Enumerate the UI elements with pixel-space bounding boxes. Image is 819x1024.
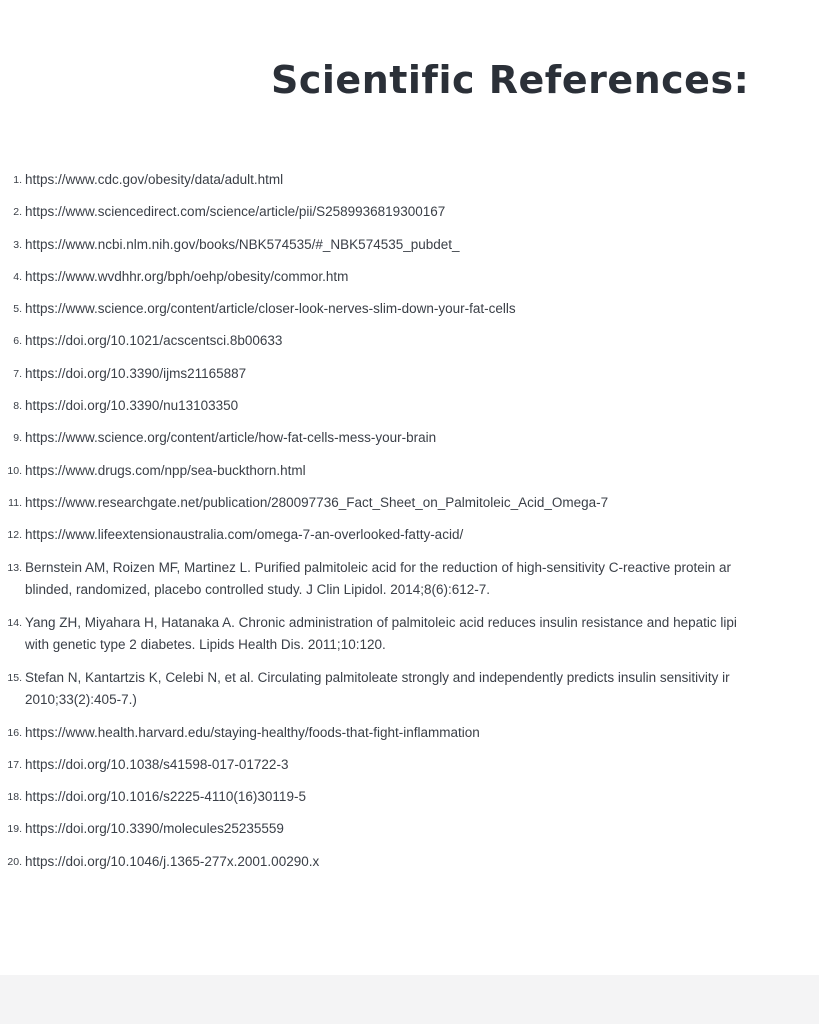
reference-item <box>0 330 819 352</box>
reference-text-line[interactable]: https://www.sciencedirect.com/science/article/pii/S2589936819300167 <box>25 204 446 220</box>
reference-text-line[interactable]: https://www.wvdhhr.org/bph/oehp/obesity/commor.htm <box>25 268 349 284</box>
reference-text-line[interactable]: https://www.researchgate.net/publication/280097736_Fact_Sheet_on_Palmitoleic_Acid_Omega-7 <box>25 494 609 510</box>
reference-text-line: blinded, randomized, placebo controlled study. J Clin Lipidol. 2014;8(6):612-7. <box>25 581 491 597</box>
reference-text <box>25 330 819 352</box>
reference-item <box>0 201 819 223</box>
reference-number: 3. <box>13 238 22 251</box>
reference-text <box>25 722 819 744</box>
reference-item <box>0 266 819 288</box>
reference-item <box>0 363 819 385</box>
reference-number: 4. <box>13 270 22 283</box>
reference-text <box>25 460 819 482</box>
reference-text-line: Yang ZH, Miyahara H, Hatanaka A. Chronic administration of palmitoleic acid reduces insulin resistance and hepatic lipi <box>25 614 737 630</box>
reference-number: 6. <box>13 335 22 348</box>
reference-item <box>0 460 819 482</box>
reference-number: 19. <box>7 823 22 836</box>
reference-item <box>0 754 819 776</box>
reference-text <box>25 557 819 601</box>
reference-number: 8. <box>13 400 22 413</box>
reference-number: 10. <box>7 464 22 477</box>
reference-item <box>0 524 819 546</box>
reference-text-line[interactable]: https://www.health.harvard.edu/staying-healthy/foods-that-fight-inflammation <box>25 724 480 740</box>
reference-text-line[interactable]: https://www.lifeextensionaustralia.com/omega-7-an-overlooked-fatty-acid/ <box>25 527 464 543</box>
reference-number: 16. <box>7 726 22 739</box>
reference-item <box>0 427 819 449</box>
reference-number: 13. <box>7 561 22 574</box>
reference-text-line: with genetic type 2 diabetes. Lipids Health Dis. 2011;10:120. <box>25 636 386 652</box>
reference-number: 7. <box>13 367 22 380</box>
reference-number: 1. <box>13 174 22 186</box>
reference-text-line: Bernstein AM, Roizen MF, Martinez L. Purified palmitoleic acid for the reduction of high-sensitivity C-reactive protein ar <box>25 559 732 575</box>
reference-text-line[interactable]: https://doi.org/10.1046/j.1365-277x.2001.00290.x <box>25 853 320 869</box>
references-list <box>0 169 819 883</box>
reference-number: 15. <box>7 671 22 684</box>
reference-text-line[interactable]: https://www.drugs.com/npp/sea-buckthorn.html <box>25 462 306 478</box>
reference-item <box>0 234 819 256</box>
reference-text <box>25 612 819 656</box>
reference-number: 11. <box>8 496 22 509</box>
reference-number: 17. <box>7 758 22 771</box>
reference-number: 9. <box>13 432 22 445</box>
reference-item <box>0 818 819 840</box>
reference-number: 12. <box>7 529 22 542</box>
reference-text <box>25 363 819 385</box>
reference-item <box>0 298 819 320</box>
reference-text-line: 2010;33(2):405-7.) <box>25 691 137 707</box>
reference-text-line[interactable]: https://doi.org/10.3390/molecules25235559 <box>25 821 284 837</box>
reference-item <box>0 667 819 711</box>
reference-item <box>0 557 819 601</box>
reference-text-line[interactable]: https://www.science.org/content/article/how-fat-cells-mess-your-brain <box>25 430 437 446</box>
reference-text <box>25 201 819 223</box>
reference-number: 18. <box>7 791 22 804</box>
reference-item <box>0 169 819 191</box>
reference-number: 2. <box>13 206 22 219</box>
reference-text <box>25 786 819 808</box>
reference-text-line[interactable]: https://doi.org/10.3390/nu13103350 <box>25 398 239 414</box>
reference-text <box>25 524 819 546</box>
reference-item <box>0 395 819 417</box>
reference-text <box>25 298 819 320</box>
reference-text <box>25 754 819 776</box>
reference-text <box>25 427 819 449</box>
reference-text <box>25 818 819 840</box>
reference-text-line[interactable]: https://doi.org/10.1016/s2225-4110(16)30119-5 <box>25 789 306 805</box>
reference-text <box>25 851 819 873</box>
reference-item <box>0 612 819 656</box>
reference-text <box>25 395 819 417</box>
reference-item <box>0 722 819 744</box>
reference-text <box>25 492 819 514</box>
reference-number: 5. <box>13 303 22 316</box>
reference-text-line[interactable]: https://doi.org/10.3390/ijms21165887 <box>25 365 247 381</box>
reference-text-line[interactable]: https://www.science.org/content/article/closer-look-nerves-slim-down-your-fat-cells <box>25 301 516 317</box>
reference-item <box>0 492 819 514</box>
reference-number: 14. <box>7 616 22 629</box>
reference-text-line[interactable]: https://www.cdc.gov/obesity/data/adult.html <box>25 172 284 187</box>
reference-text-line[interactable]: https://www.ncbi.nlm.nih.gov/books/NBK574535/#_NBK574535_pubdet_ <box>25 236 460 252</box>
reference-text <box>25 169 819 191</box>
reference-text-line[interactable]: https://doi.org/10.1021/acscentsci.8b00633 <box>25 333 283 349</box>
reference-text-line: Stefan N, Kantartzis K, Celebi N, et al. Circulating palmitoleate strongly and independently predicts insulin sensitivity ir <box>25 669 730 685</box>
reference-text <box>25 266 819 288</box>
reference-item <box>0 851 819 873</box>
page-title: Scientific References: <box>271 58 750 102</box>
reference-item <box>0 786 819 808</box>
reference-number: 20. <box>7 855 22 868</box>
reference-text <box>25 667 819 711</box>
reference-text-line[interactable]: https://doi.org/10.1038/s41598-017-01722-3 <box>25 756 289 772</box>
footer-band <box>0 975 819 1024</box>
reference-text <box>25 234 819 256</box>
